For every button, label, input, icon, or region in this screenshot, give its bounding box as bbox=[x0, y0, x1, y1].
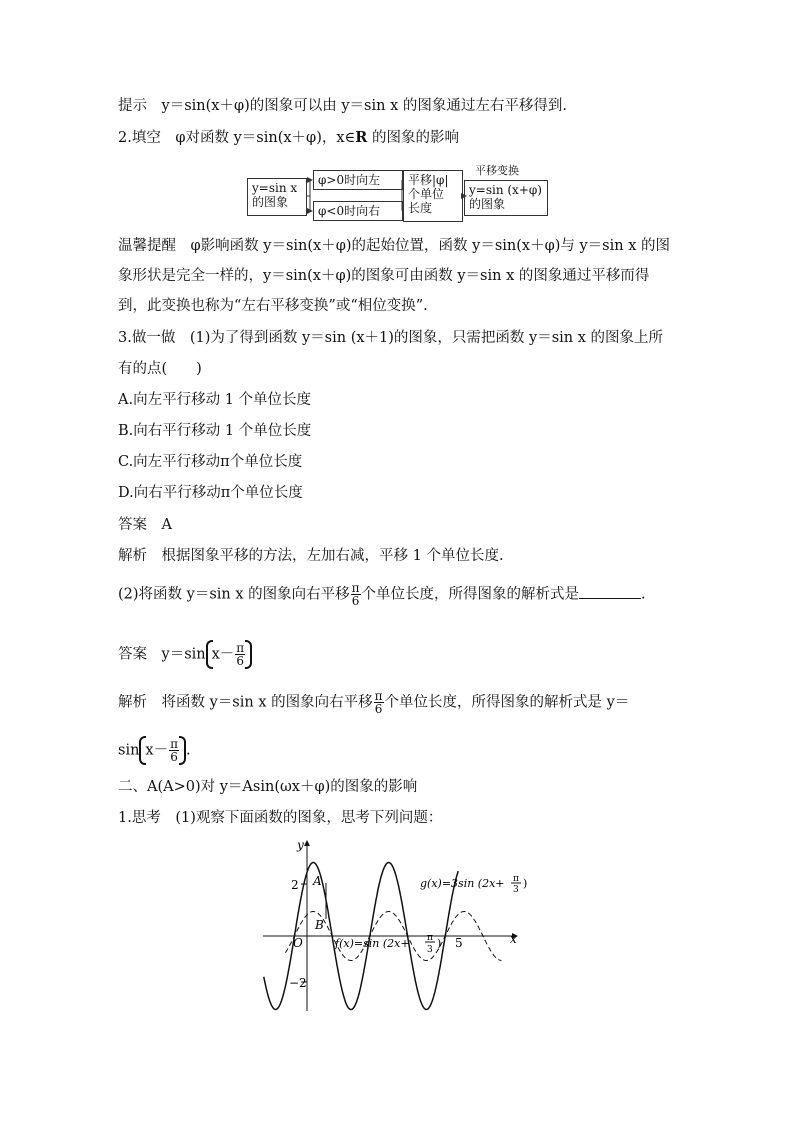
fraction-pi-over-6 bbox=[351, 582, 361, 607]
option-c: C.向左平行移动π个单位长度 bbox=[118, 454, 303, 470]
g-label: g(x)=3sin (2x+ bbox=[420, 877, 505, 890]
f-label: f(x)=sin (2x+ bbox=[335, 937, 410, 950]
think-line: 1.思考 (1)观察下面函数的图象，思考下列问题： bbox=[118, 810, 443, 826]
flow-shift-line2: 个单位 bbox=[408, 187, 445, 201]
origin-label: O bbox=[293, 936, 303, 950]
answer2-label: 答案 bbox=[118, 646, 147, 663]
hint-label: 提示 bbox=[118, 98, 147, 114]
flow-cond-positive: φ>0时向左 bbox=[313, 170, 403, 190]
fill-in-text: φ对函数 y＝sin(x＋φ)，x∈ bbox=[175, 130, 356, 146]
answer-label: 答案 bbox=[118, 517, 147, 533]
tip-line-1 bbox=[118, 236, 670, 256]
frac-num: π bbox=[351, 581, 360, 595]
frac-num: π bbox=[374, 689, 383, 703]
g-pi: π bbox=[513, 874, 519, 884]
flow-start-line1: y=sin x bbox=[252, 181, 298, 195]
frac-den: 6 bbox=[236, 654, 245, 668]
question2-line bbox=[118, 582, 646, 607]
answer2-paren bbox=[206, 642, 253, 667]
g-close: ) bbox=[523, 877, 528, 890]
fill-in-tail: 的图象的影响 bbox=[367, 130, 459, 146]
y-label: y bbox=[297, 838, 304, 852]
analysis-label: 解析 bbox=[118, 548, 147, 564]
section-heading: 2.填空 bbox=[118, 130, 161, 146]
frac-num: π bbox=[170, 737, 178, 751]
option-a: A.向左平行移动 1 个单位长度 bbox=[118, 392, 312, 408]
answer1-line bbox=[118, 515, 172, 535]
analysis2-label: 解析 bbox=[118, 694, 147, 711]
answer2-line bbox=[118, 642, 252, 667]
f-three: 3 bbox=[427, 945, 433, 955]
analysis2-paren bbox=[139, 738, 186, 763]
sine-graph bbox=[255, 835, 535, 1015]
answer2-inner: x－ bbox=[211, 646, 235, 663]
analysis1-text: 根据图象平移的方法，左加右减，平移 1 个单位长度. bbox=[161, 548, 504, 564]
option-d: D.向右平行移动π个单位长度 bbox=[118, 485, 303, 501]
question1-line-1: 3.做一做 (1)为了得到函数 y＝sin (x＋1)的图象，只需把函数 y＝sin x 的图象上所 bbox=[118, 330, 664, 346]
frac-den: 6 bbox=[374, 702, 383, 716]
flow-start-line2: 的图象 bbox=[252, 195, 289, 209]
analysis2-sin: sin bbox=[118, 742, 140, 759]
frac-den: 6 bbox=[170, 750, 178, 764]
answer2-pre: y＝sin bbox=[161, 646, 206, 663]
section-two-heading: 二、A(A>0)对 y＝Asin(ωx＋φ)的图象的影响 bbox=[118, 779, 418, 795]
tip-text-1: φ影响函数 y＝sin(x＋φ)的起始位置，函数 y＝sin(x＋φ)与 y＝sin x 的图 bbox=[190, 238, 670, 254]
g-three: 3 bbox=[513, 885, 519, 895]
analysis2-cont-line bbox=[118, 738, 191, 763]
point-b: B bbox=[315, 918, 324, 932]
analysis2-post: 个单位长度，所得图象的解析式是 y＝ bbox=[384, 694, 630, 711]
analysis1-line bbox=[118, 546, 504, 566]
tip-line-2: 象形状是完全一样的，y＝sin(x＋φ)的图象可由函数 y＝sin x 的图象通过平移而得 bbox=[118, 268, 650, 284]
flow-shift-line3: 长度 bbox=[408, 201, 433, 215]
analysis2-fraction bbox=[374, 690, 384, 715]
flow-cond-negative: φ<0时向右 bbox=[313, 201, 403, 221]
answer-blank bbox=[579, 584, 641, 599]
tip-line-3: 到，此变换也称为“左右平移变换”或“相位变换”. bbox=[118, 298, 428, 314]
tick-neg2: −2 bbox=[289, 976, 307, 990]
question2-pre: (2)将函数 y＝sin x 的图象向右平移 bbox=[118, 586, 350, 603]
option-b: B.向右平行移动 1 个单位长度 bbox=[118, 423, 312, 439]
analysis2-fraction-2 bbox=[169, 738, 179, 763]
tip-label: 温馨提醒 bbox=[118, 238, 176, 254]
tick-2: 2 bbox=[291, 878, 299, 892]
tick-5: 5 bbox=[455, 936, 463, 950]
analysis2-pre: 将函数 y＝sin x 的图象向右平移 bbox=[161, 694, 373, 711]
frac-den: 6 bbox=[351, 594, 360, 608]
flow-shift-line1: 平移|φ| bbox=[408, 173, 449, 187]
hint-text: y＝sin(x＋φ)的图象可以由 y＝sin x 的图象通过左右平移得到. bbox=[161, 98, 567, 114]
period: . bbox=[186, 742, 191, 759]
flow-end-label: 平移变换 bbox=[475, 164, 519, 177]
analysis2-inner: x－ bbox=[145, 742, 169, 759]
f-close: ) bbox=[437, 937, 442, 950]
analysis2-line bbox=[118, 690, 629, 715]
x-label: x bbox=[510, 932, 517, 946]
flow-arrows bbox=[0, 0, 793, 260]
flow-end-line1: y=sin (x+φ) bbox=[469, 183, 542, 197]
question1-line-2: 有的点( ) bbox=[118, 361, 202, 377]
frac-num: π bbox=[236, 641, 245, 655]
question2-post: 个单位长度，所得图象的解析式是 bbox=[361, 586, 580, 603]
real-set-symbol: R bbox=[355, 129, 368, 146]
answer2-fraction bbox=[235, 642, 245, 667]
f-pi: π bbox=[427, 933, 433, 943]
period: . bbox=[641, 586, 646, 603]
point-a: A bbox=[313, 874, 322, 888]
flow-end-line2: 的图象 bbox=[469, 197, 506, 211]
answer1-value: A bbox=[161, 517, 172, 533]
